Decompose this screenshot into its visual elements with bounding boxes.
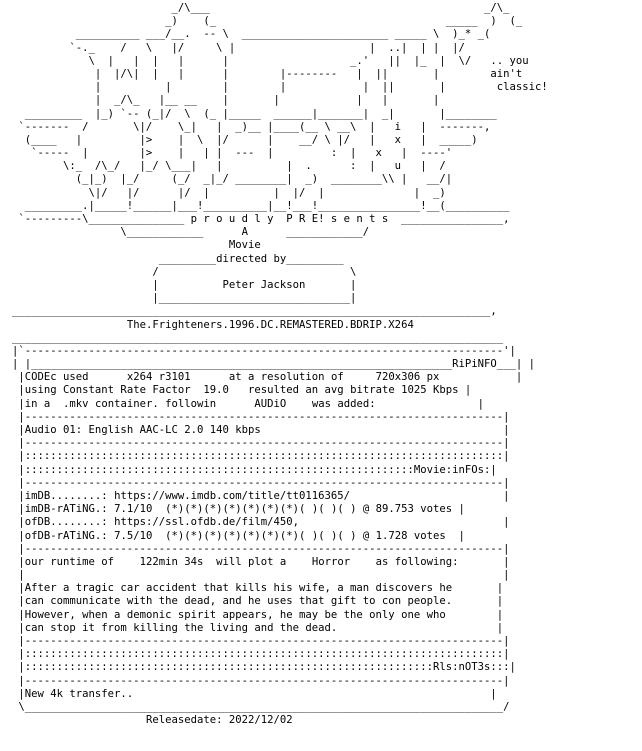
- imdb-rating: 7.1/10: [114, 503, 153, 516]
- intro-line: |______________________________|: [12, 292, 357, 305]
- ascii-art-line: `---------\_______________ p r o u d l y P R E! s e n t s ________________,: [12, 213, 510, 225]
- intro-line: \____________ A ____________/: [12, 226, 370, 239]
- audio-line: |Audio 01: English AAC-LC 2.0 140 kbps |: [12, 424, 510, 436]
- bitrate-value: 1025 Kbps: [401, 384, 459, 397]
- ascii-art-line: \|/ |/ |/ | | |/ | | _): [12, 186, 446, 199]
- ascii-art-line: `-._ / \ |/ \ | | ..| | | |/: [12, 41, 465, 54]
- resolution-value: 720x306 px: [375, 371, 440, 384]
- imdb-rating-line: |imDB-rATiNG.: 7.1/10 (*)(*)(*)(*)(*)(*)(*)( )( )( ) @ 89.753 votes |: [12, 503, 465, 516]
- notes-title: Rls:nOT3s: [432, 661, 491, 674]
- ascii-art-line: | | | | | || | classic!: [12, 81, 548, 94]
- intro-line: | Peter Jackson |: [12, 278, 357, 291]
- notes-text: New 4k transfer..: [24, 687, 134, 700]
- notes-header: |::::::::::::::::::::::::::::::::::::::::::::::::::::::::::::::::Rls:nOT3s:::|: [12, 661, 516, 674]
- ripinfo-title: RiPiNFO: [452, 358, 497, 371]
- ascii-art-line: _/\___ _/\_: [12, 2, 510, 14]
- release-date-line: Releasedate: 2022/12/02: [145, 714, 293, 727]
- genre: Horror: [311, 555, 351, 568]
- bitrate-label: resulted an avg bitrate: [248, 384, 395, 397]
- crf-label: using Constant Rate Factor: [24, 384, 191, 397]
- runtime-value: 122min 34s: [139, 555, 204, 568]
- codec-line: |CODEc used x264 r3101 at a resolution of 720x306 px |: [12, 371, 523, 384]
- container-value: .mkv: [63, 397, 89, 410]
- plot-line: |However, when a demonic spirit appears, he may be the only one who |: [12, 608, 504, 621]
- imdb-line: |imDB........: https://www.imdb.com/title/tt0116365/ |: [12, 489, 510, 502]
- ascii-art-line: \:_ /\_/ |_/ \___| | | . : | u | /: [12, 160, 446, 173]
- resolution-label: at a resolution of: [228, 371, 344, 384]
- audio-word: AUDiO: [254, 397, 287, 410]
- intro-line: _________directed by_________: [12, 252, 344, 265]
- ascii-art-line: _) (_ _____ ) (_: [12, 15, 523, 28]
- imdb-votes: @ 89.753 votes: [362, 503, 453, 516]
- ascii-art-line: (____ | |> | \ |/ | __/ \ |/ | x | _____): [12, 133, 478, 146]
- ascii-art-line: _________ |_) `-- (_|/ \ (_ |_____ ______|_______| _| |________: [12, 107, 497, 120]
- intro-line: Movie: [12, 239, 261, 252]
- ofdb-rating: 7.5/10: [114, 529, 153, 542]
- ascii-art-line: `------- / \|/ \_| | _)__ |____(__ \ __\ | i | -------,: [12, 120, 491, 133]
- ascii-art-line: | _/\_ |__ __ | | | | |: [12, 94, 440, 107]
- container-line: |in a .mkv container. followin AUDiO was added: |: [12, 397, 485, 410]
- intro-line: ___________________________________________________________________________,: [12, 305, 497, 318]
- plot-line: |After a tragic car accident that kills his wife, a man discovers he |: [12, 582, 504, 595]
- ascii-art-line: `----- | |> | | | --- | : | x | ----': [12, 147, 453, 160]
- audio-track: Audio 01: English AAC-LC 2.0 140 kbps: [24, 424, 261, 436]
- ripinfo-header: | |__________________________________________________________________RiPiNFO___| |: [12, 358, 536, 371]
- ascii-art-line: _________.|_____!______|___!__________|__!___!________________!__(__________: [12, 199, 510, 212]
- runtime-line: |our runtime of 122min 34s will plot a Horror as following: |: [12, 555, 510, 568]
- ofdb-rating-line: |ofDB-rATiNG.: 7.5/10 (*)(*)(*)(*)(*)(*)(*)( )( )( ) @ 1.728 votes |: [12, 529, 465, 542]
- nfo-document: _/\___ _/\_ _) (_ _____ ) (_ __________ ___/__. -- \ _______________________ _____ \ )_* _( `-._ / \ |/ \ | | ..| | | |/ \ | | | | | _.' || |_ | \/ .. you | |/\| | | | |-------- | || | ain't | | | | | || | classic! | _/\_ |__ __ | | | | | _________ |_) `-- (_|/ \ (_ |_____ ______|_______| _| |________ `------- / \|/ \_| | _)__ |____(__ \ __\ | i | -------, (____ | |> | \ |/ | __/ \ |/ | x | _____) `----- | |> | | | --- | : | x | ----' \:_ /\_/ |_/ \___| | | . : | u | / (_|_) |_/ (_/ _|_/ ________| _) ________\\ | __/| \|/ |/ |/ | | |/ | | _) _________.|_____!______|___!__________|__!___!________________!__(__________ `---------\_______________ p r o u d l y P R E! s e n t s ________________, \____________ A ____________/ Movie _________directed by_________ / \ | Peter Jackson | |______________________________| ___________________________________________________________________________, The.Frighteners.1996.DC.REMASTERED.BDRIP.X264 _____________________________________________________________________________ |`---------------------------------------------------------------------------'| | |__________________________________________________________________RiPiNFO___| | |CODEc used x264 r3101 at a resolution of 720x306 px | |using Constant Rate Factor 19.0 resulted an avg bitrate 1025 Kbps | |in a .mkv container. followin AUDiO was added: | |---------------------------------------------------------------------------| |Audio 01: English AAC-LC 2.0 140 kbps | |---------------------------------------------------------------------------| |:::::::::::::::::::::::::::::::::::::::::::::::::::::::::::::::::::::::::::| |:::::::::::::::::::::::::::::::::::::::::::::::::::::::::::::Movie:inFOs:| |---------------------------------------------------------------------------| |imDB........: https://www.imdb.com/title/tt0116365/ | |imDB-rATiNG.: 7.1/10 (*)(*)(*)(*)(*)(*)(*)( )( )( ) @ 89.753 votes | |ofDB........: https://ssl.ofdb.de/film/450, | |ofDB-rATiNG.: 7.5/10 (*)(*)(*)(*)(*)(*)(*)( )( )( ) @ 1.728 votes | |---------------------------------------------------------------------------| |our runtime of 122min 34s will plot a Horror as following: | | | |After a tragic car accident that kills his wife, a man discovers he | |can communicate with the dead, and he uses that gift to con people. | |However, when a demonic spirit appears, he may be the only one who | |can stop it from killing the living and the dead. | |---------------------------------------------------------------------------| |:::::::::::::::::::::::::::::::::::::::::::::::::::::::::::::::::::::::::::| |::::::::::::::::::::::::::::::::::::::::::::::::::::::::::::::::Rls:nOT3s:::| |---------------------------------------------------------------------------| |New 4k transfer.. | \___________________________________________________________________________/ Releasedate: 2022/12/02: [0, 0, 642, 727]
- codec-label: CODEc used: [24, 371, 89, 384]
- ascii-art-line: __________ ___/__. -- \ _______________________ _____ \ )_* _(: [12, 28, 491, 41]
- codec-value: x264 r3101: [126, 371, 191, 384]
- crf-value: 19.0: [203, 384, 229, 397]
- plot-line: |can communicate with the dead, and he uses that gift to con people. |: [12, 595, 504, 608]
- ascii-art-line: \ | | | | | _.' || |_ | \/ .. you: [12, 54, 529, 67]
- intro-line: / \: [12, 265, 357, 278]
- release-name: The.Frighteners.1996.DC.REMASTERED.BDRIP.X264: [126, 318, 414, 331]
- imdb-link[interactable]: https://www.imdb.com/title/tt0116365/: [114, 489, 351, 502]
- release-name-line: [12, 319, 642, 332]
- release-date: 2022/12/02: [228, 714, 293, 727]
- ofdb-link[interactable]: https://ssl.ofdb.de/film/450,: [114, 516, 300, 529]
- imdb-stars: (*)(*)(*)(*)(*)(*)(*)( )( )( ): [165, 503, 357, 516]
- ofdb-votes: @ 1.728 votes: [362, 529, 446, 542]
- crf-line: |using Constant Rate Factor 19.0 resulted an avg bitrate 1025 Kbps |: [12, 384, 472, 397]
- ascii-art-line: | |/\| | | | |-------- | || | ain't: [12, 67, 523, 80]
- movie-info-header: |:::::::::::::::::::::::::::::::::::::::::::::::::::::::::::::Movie:inFOs:|: [12, 463, 497, 476]
- ascii-art-line: (_|_) |_/ (_/ _|_/ ________| _) ________\\ | __/|: [12, 173, 453, 186]
- movie-info-title: Movie:inFOs:: [413, 463, 491, 476]
- plot-line: |can stop it from killing the living and the dead. |: [12, 621, 504, 634]
- ofdb-line: |ofDB........: https://ssl.ofdb.de/film/450, |: [12, 516, 510, 529]
- ofdb-stars: (*)(*)(*)(*)(*)(*)(*)( )( )( ): [165, 529, 357, 542]
- notes-line: |New 4k transfer.. |: [12, 687, 497, 700]
